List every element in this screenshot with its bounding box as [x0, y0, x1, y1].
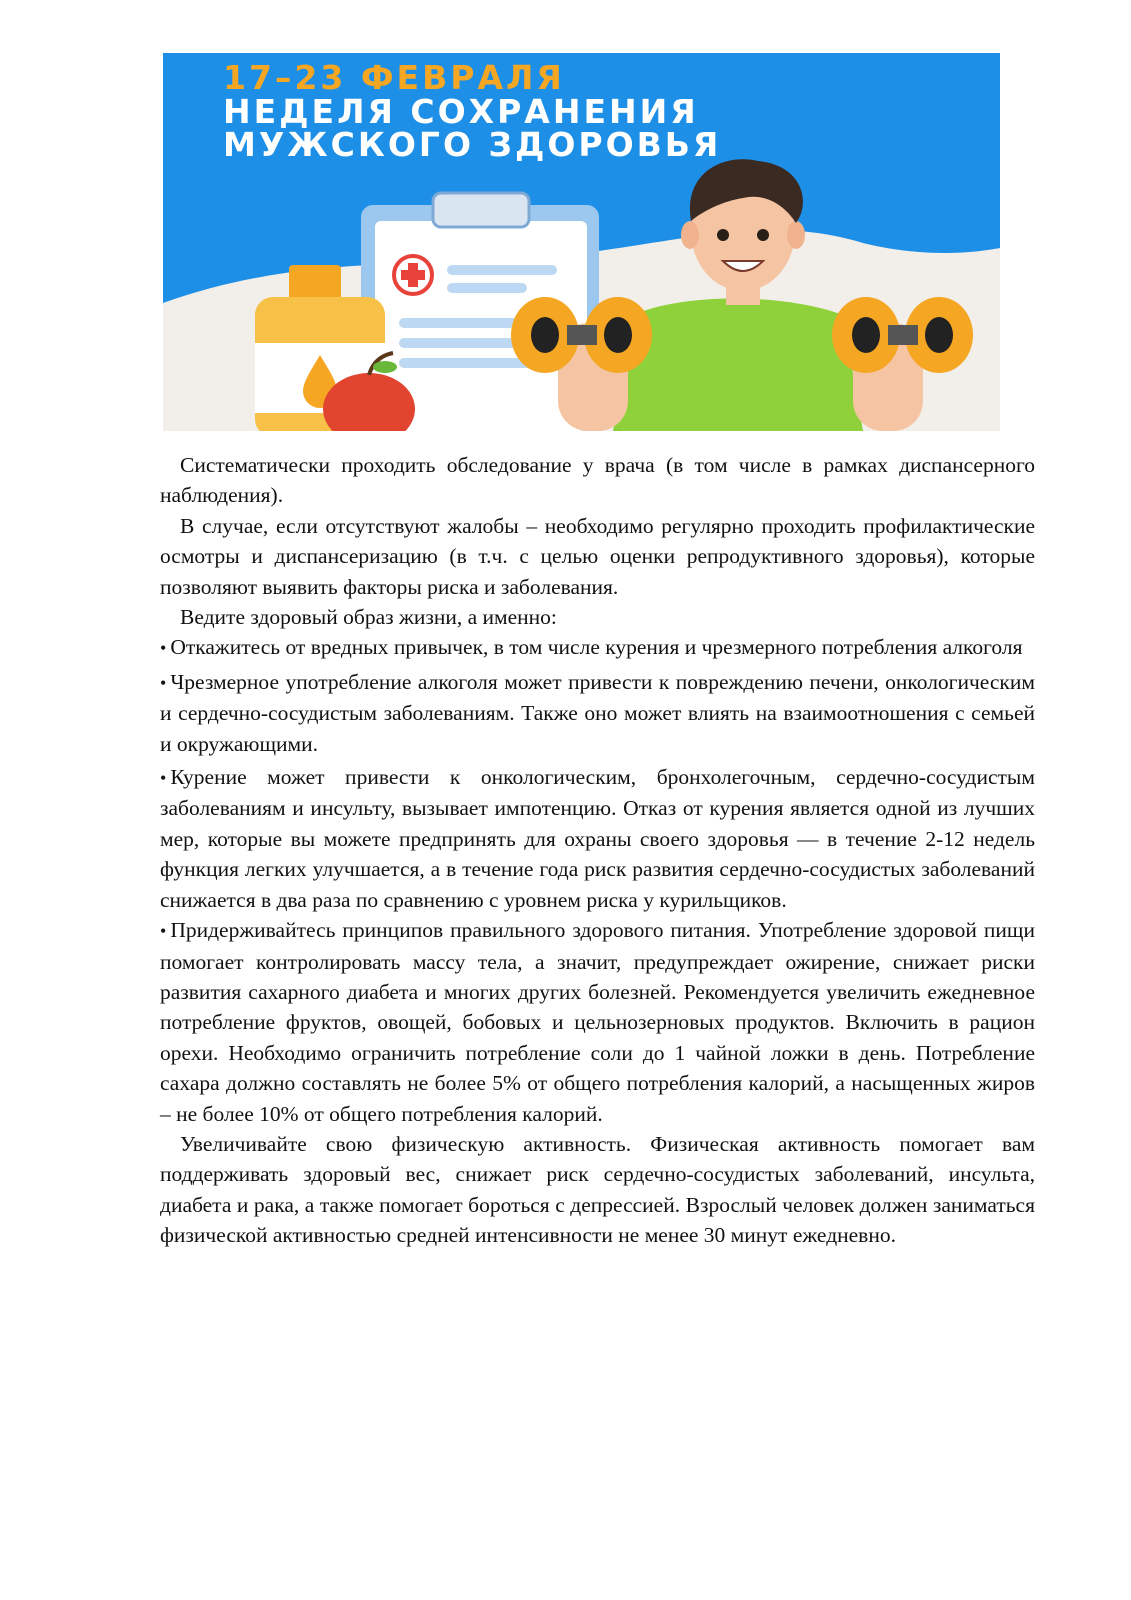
- paragraph-screening: В случае, если отсутствуют жалобы – необходимо регулярно проходить профилактические осмотры и диспансеризацию (в т.ч. с целью оценки репродуктивного здоровья), которые позволяют выявить факторы риска и заболевания.: [160, 513, 1035, 599]
- list-item-text: Курение может привести к онкологическим, бронхолегочным, сердечно-сосудистым заболеваниям и инсульту, вызывает импотенцию. Отказ от курения является одной из лучших мер, которые вы можете предпринять для охраны своего здоровья — в течение 2-12 недель функция легких улучшается, а в течение года риск развития сердечно-сосудистых заболеваний снижается в два раза по сравнению с уровнем риска у курильщиков.: [160, 765, 1035, 912]
- banner-date: 17–23 ФЕВРАЛЯ: [223, 58, 565, 97]
- list-item-alcohol: [160, 667, 1035, 759]
- bullet-icon: •: [160, 768, 167, 789]
- list-item-text: Откажитесь от вредных привычек, в том числе курения и чрезмерного потребления алкоголя: [170, 635, 1023, 660]
- list-item-nutrition: [160, 915, 1035, 1129]
- banner-title-line-2: МУЖСКОГО ЗДОРОВЬЯ: [223, 125, 722, 165]
- paragraph-healthy-lifestyle: Ведите здоровый образ жизни, а именно:: [180, 605, 557, 630]
- list-item-smoking: [160, 762, 1035, 915]
- bullet-icon: •: [160, 921, 167, 942]
- list-item-text: Чрезмерное употребление алкоголя может привести к повреждению печени, онкологическим и сердечно-сосудистым заболеваниям. Также оно может влиять на взаимоотношения с семьей и окружающими.: [160, 669, 1035, 756]
- article-text: [160, 450, 1035, 1251]
- banner-title-line-1: НЕДЕЛЯ СОХРАНЕНИЯ: [223, 91, 699, 131]
- paragraph-physical-activity: Увеличивайте свою физическую активность. Физическая активность помогает вам поддерживать здоровый вес, снижает риск сердечно-сосудистых заболеваний, инсульта, диабета и рака, а также помогает бороться с депрессией. Взрослый человек должен заниматься физической активностью средней интенсивности не менее 30 минут ежедневно.: [160, 1131, 1035, 1248]
- banner: [163, 53, 1000, 431]
- list-item-bad-habits: [160, 632, 1035, 663]
- bullet-icon: •: [160, 672, 167, 693]
- banner-title: [223, 58, 722, 165]
- paragraph-checkup: Систематически проходить обследование у врача (в том числе в рамках диспансерного наблюдения).: [160, 453, 1035, 508]
- list-item-text: Придерживайтесь принципов правильного здорового питания. Употребление здоровой пищи помогает контролировать массу тела, а значит, предупреждает ожирение, снижает риски развития сахарного диабета и многих других болезней. Рекомендуется увеличить ежедневное потребление фруктов, овощей, бобовых и цельнозерновых продуктов. Включить в рацион орехи. Необходимо ограничить потребление соли до 1 чайной ложки в день. Потребление сахара должно составлять не более 5% от общего потребления калорий, а насыщенных жиров – не более 10% от общего потребления калорий.: [160, 918, 1035, 1126]
- bullet-icon: •: [160, 638, 167, 659]
